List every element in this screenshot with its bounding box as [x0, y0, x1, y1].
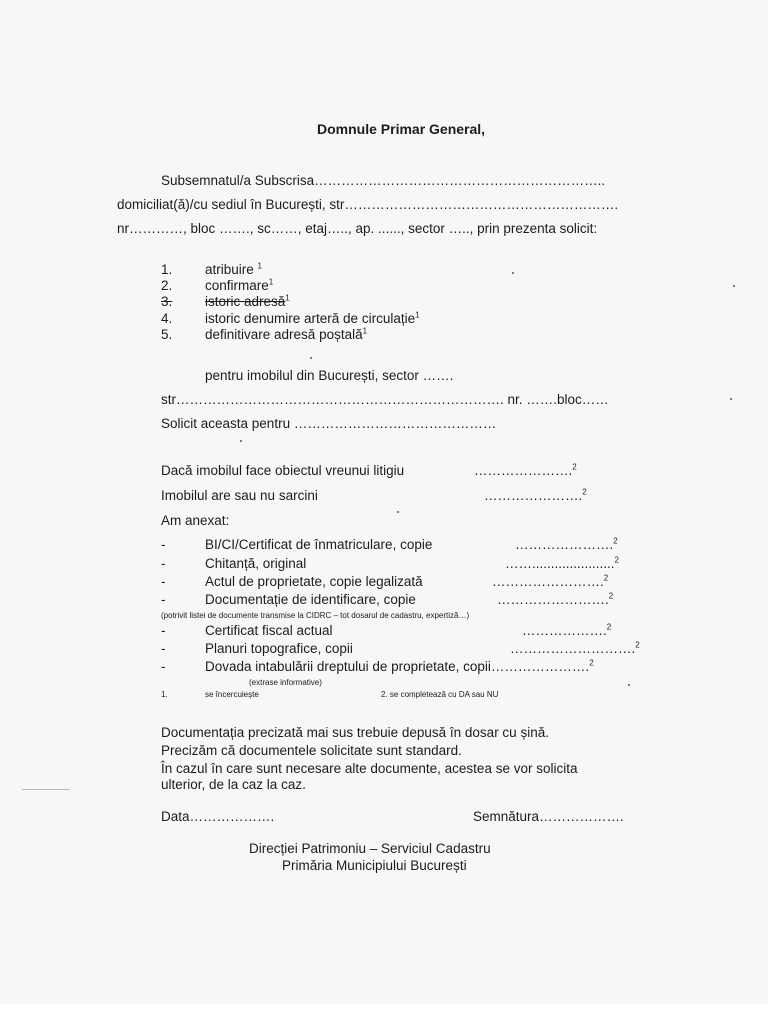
annex-item-property-deed: Actul de proprietate, copie legalizată: [205, 574, 423, 589]
date-field: Data……………….: [161, 809, 275, 824]
option-number: 3.: [161, 294, 173, 309]
purpose-line: Solicit aceasta pentru ………………………………………: [161, 416, 497, 431]
property-street-line: str………………………………………………………………. nr. …….bloc……: [161, 392, 609, 407]
scan-speck: [512, 272, 514, 274]
closing-line: Documentația precizată mai sus trebuie depusă în dosar cu șină.: [161, 725, 549, 740]
list-bullet: -: [161, 574, 166, 589]
scan-speck: [240, 440, 242, 442]
annex-answer-field: …………………….$^2$: [492, 573, 609, 589]
annex-answer-field: …………………….$^2$: [497, 591, 614, 607]
annex-item-identification: Documentație de identificare, copie: [205, 592, 416, 607]
option-label-definitivare: definitivare adresă poștală$^1$: [205, 326, 368, 342]
list-bullet: -: [161, 556, 166, 571]
applicant-address-details-line: nr…………, bloc ……., sc……, etaj….., ap. ......, sector ….., prin prezenta solicit:: [117, 221, 598, 236]
list-bullet: -: [161, 537, 166, 552]
form-title: Domnule Primar General,: [317, 121, 486, 137]
list-bullet: -: [161, 641, 166, 656]
scan-speck: [628, 684, 630, 686]
option-label-istoric-adresa: istoric adresă$^1$: [205, 293, 290, 309]
footnote-2-text: 2. se completează cu DA sau NU: [381, 690, 499, 699]
encumbrance-question-label: Imobilul are sau nu sarcini: [161, 488, 318, 503]
litigation-answer-field: ………………….$^2$: [474, 462, 577, 478]
property-sector-line: pentru imobilul din București, sector …….: [205, 368, 454, 383]
litigation-question-label: Dacă imobilul face obiectul vreunui litigiu: [161, 463, 405, 478]
encumbrance-answer-field: ………………….$^2$: [484, 487, 587, 503]
option-number: 2.: [161, 278, 173, 293]
option-label-atribuire: atribuire $^1$: [205, 261, 262, 277]
option-label-istoric-artera: istoric denumire arteră de circulație$^1$: [205, 310, 420, 326]
footer-institution: Primăria Municipiului București: [282, 858, 467, 873]
annex-item-topographic-plans: Planuri topografice, copii: [205, 641, 353, 656]
closing-line: În cazul în care sunt necesare alte documente, acestea se vor solicita: [161, 761, 578, 776]
scan-speck: [310, 357, 312, 359]
annex-heading: Am anexat:: [161, 513, 230, 528]
applicant-address-line: domiciliat(ă)/cu sediul în București, str…………………………………………………….: [117, 197, 619, 212]
extracts-note: (extrase informative): [249, 678, 322, 687]
list-bullet: -: [161, 659, 166, 674]
option-number: 1.: [161, 262, 173, 277]
closing-line: Precizăm că documentele solicitate sunt standard.: [161, 743, 462, 758]
scan-speck: [733, 285, 735, 287]
annex-item-id: BI/CI/Certificat de înmatriculare, copie: [205, 537, 433, 552]
applicant-name-line: Subsemnatul/a Subscrisa………………………………………………………..: [161, 173, 606, 188]
signature-field: Semnătura……………….: [473, 809, 624, 824]
annex-answer-field: ………………….$^2$: [515, 536, 618, 552]
annex-item-fiscal-certificate: Certificat fiscal actual: [205, 623, 333, 638]
footnote-1-number: 1.: [161, 690, 168, 699]
scan-speck: [397, 511, 399, 513]
footnote-1-text: se încercuiește: [205, 690, 259, 699]
scan-speck: [730, 398, 732, 400]
annex-answer-field: ……………….$^2$: [522, 622, 612, 638]
annex-item-land-registry: Dovada intabulării dreptului de proprietate, copii………………….$^2$: [205, 658, 594, 674]
option-label-confirmare: confirmare$^1$: [205, 277, 274, 293]
annex-answer-field: ……......................$^2$: [505, 555, 619, 571]
closing-line: ulterior, de la caz la caz.: [161, 777, 306, 792]
annex-item-receipt: Chitanță, original: [205, 556, 307, 571]
documentation-note: (potrivit listei de documente transmise la CIDRC – tot dosarul de cadastru, expertiză…): [161, 611, 470, 620]
option-number: 5.: [161, 327, 173, 342]
scan-mark: [22, 789, 70, 790]
footer-department: Direcției Patrimoniu – Serviciul Cadastru: [249, 841, 491, 856]
option-number: 4.: [161, 311, 173, 326]
list-bullet: -: [161, 592, 166, 607]
bottom-margin: [0, 1004, 768, 1024]
list-bullet: -: [161, 623, 166, 638]
annex-answer-field: ……………………….$^2$: [510, 640, 640, 656]
